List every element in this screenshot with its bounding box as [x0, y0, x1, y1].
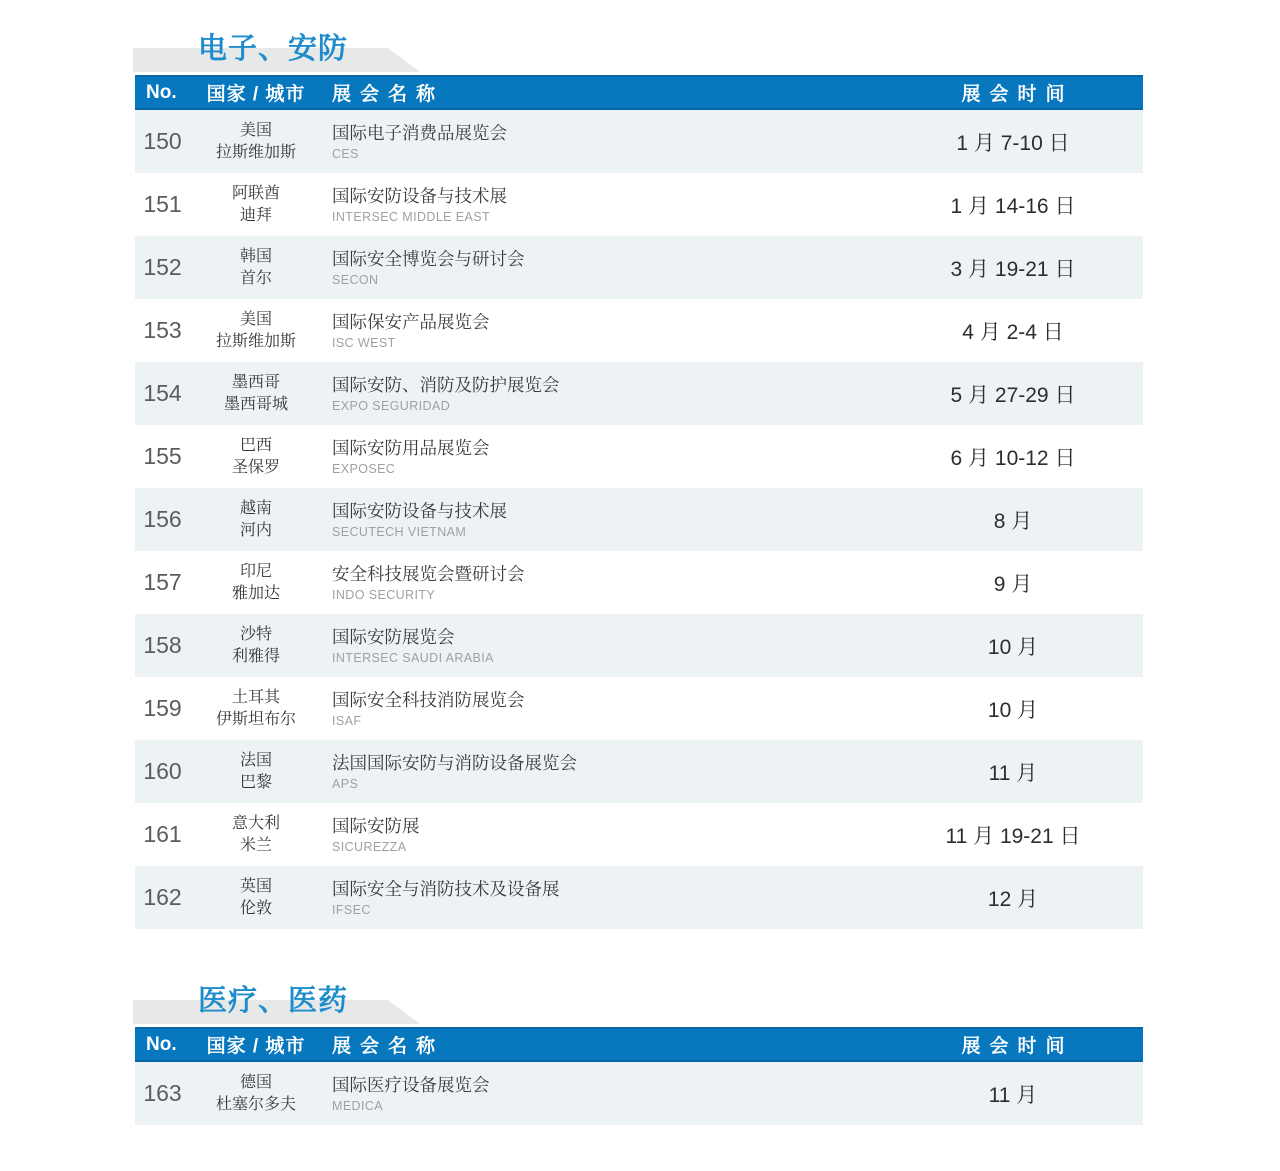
exhibition-name-cell [322, 425, 883, 488]
table-header-row [135, 75, 1143, 110]
exhibition-name-chinese: 国际安防展 [332, 815, 420, 836]
country-city-cell [190, 110, 322, 173]
row-number: 153 [143, 317, 182, 343]
city-label: 拉斯维加斯 [215, 332, 296, 350]
exhibition-name-cell [322, 236, 883, 299]
row-number: 151 [143, 191, 182, 217]
exhibition-name-cell [322, 362, 883, 425]
exhibition-section [135, 985, 1143, 1125]
row-number: 161 [143, 821, 182, 847]
country-label: 土耳其 [231, 688, 280, 706]
country-label: 英国 [239, 877, 272, 895]
exhibition-name-chinese: 国际安防、消防及防护展览会 [332, 374, 560, 395]
row-number: 159 [143, 695, 182, 721]
table-header-row [135, 1027, 1143, 1062]
exhibition-name-english: INTERSEC SAUDI ARABIA [332, 650, 494, 665]
exhibition-name-cell [322, 173, 883, 236]
city-label: 迪拜 [239, 206, 272, 224]
exhibition-name-chinese: 国际安防展览会 [332, 626, 455, 647]
table-row [135, 110, 1143, 173]
col-header-country-city: 国家 / 城市 [206, 84, 306, 105]
table-row [135, 488, 1143, 551]
exhibition-section [135, 33, 1143, 929]
exhibition-name-chinese: 法国国际安防与消防设备展览会 [332, 752, 577, 773]
country-label: 墨西哥 [231, 373, 280, 391]
exhibition-date: 11 月 [988, 1083, 1038, 1107]
country-city-cell [190, 488, 322, 551]
section-title-area [135, 985, 1143, 1027]
col-header-no: No. [146, 1033, 177, 1055]
exhibition-date: 5 月 27-29 日 [950, 383, 1076, 407]
city-label: 雅加达 [231, 584, 280, 602]
country-city-cell [190, 236, 322, 299]
row-number: 152 [143, 254, 182, 280]
country-city-cell [190, 173, 322, 236]
exhibition-name-chinese: 国际安防设备与技术展 [332, 500, 507, 521]
exhibition-name-cell [322, 299, 883, 362]
country-city-cell [190, 866, 322, 929]
exhibition-name-english: INDO SECURITY [332, 587, 436, 602]
row-number: 155 [143, 443, 182, 469]
row-number: 154 [143, 380, 182, 406]
table-row [135, 551, 1143, 614]
exhibition-name-cell [322, 803, 883, 866]
city-label: 巴黎 [239, 773, 272, 791]
exhibition-date: 1 月 14-16 日 [950, 194, 1076, 218]
city-label: 河内 [239, 521, 272, 539]
country-label: 法国 [239, 751, 272, 769]
table-row [135, 1062, 1143, 1125]
country-city-cell [190, 425, 322, 488]
exhibition-date: 6 月 10-12 日 [950, 446, 1076, 470]
exhibition-name-english: EXPO SEGURIDAD [332, 398, 451, 413]
exhibition-name-cell [322, 677, 883, 740]
city-label: 米兰 [239, 836, 272, 854]
exhibition-name-cell [322, 614, 883, 677]
exhibition-name-chinese: 国际安全博览会与研讨会 [332, 248, 525, 269]
country-city-cell [190, 614, 322, 677]
table-row [135, 740, 1143, 803]
exhibition-name-chinese: 国际保安产品展览会 [332, 311, 490, 332]
table-row [135, 173, 1143, 236]
col-header-exhibition-date: 展会时间 [961, 1036, 1074, 1057]
country-label: 德国 [239, 1073, 272, 1091]
row-number: 160 [143, 758, 182, 784]
exhibition-date: 3 月 19-21 日 [950, 257, 1076, 281]
country-city-cell [190, 299, 322, 362]
row-number: 163 [143, 1080, 182, 1106]
table-row [135, 299, 1143, 362]
country-city-cell [190, 803, 322, 866]
city-label: 杜塞尔多夫 [215, 1095, 296, 1113]
country-label: 阿联酋 [231, 184, 280, 202]
table-row [135, 866, 1143, 929]
table-row [135, 803, 1143, 866]
row-number: 158 [143, 632, 182, 658]
city-label: 首尔 [239, 269, 272, 287]
country-city-cell [190, 1062, 322, 1125]
exhibition-name-cell [322, 110, 883, 173]
exhibition-date: 9 月 [993, 572, 1033, 596]
exhibition-date: 12 月 [987, 887, 1039, 911]
col-header-no: No. [146, 81, 177, 103]
country-city-cell [190, 740, 322, 803]
exhibition-name-english: IFSEC [332, 902, 371, 917]
exhibition-name-english: EXPOSEC [332, 461, 396, 476]
exhibition-name-chinese: 国际安全科技消防展览会 [332, 689, 525, 710]
country-label: 韩国 [239, 247, 272, 265]
exhibition-name-chinese: 国际医疗设备展览会 [332, 1074, 490, 1095]
row-number: 162 [143, 884, 182, 910]
exhibition-name-chinese: 安全科技展览会暨研讨会 [332, 563, 525, 584]
exhibition-name-chinese: 国际安全与消防技术及设备展 [332, 878, 560, 899]
city-label: 圣保罗 [231, 458, 280, 476]
section-title: 电子、安防 [198, 33, 349, 65]
table-body [135, 1062, 1143, 1125]
country-city-cell [190, 677, 322, 740]
city-label: 利雅得 [231, 647, 280, 665]
city-label: 伊斯坦布尔 [215, 710, 296, 728]
country-city-cell [190, 362, 322, 425]
exhibition-name-english: SECUTECH VIETNAM [332, 524, 467, 539]
exhibition-name-english: SECON [332, 272, 379, 287]
col-header-country-city: 国家 / 城市 [206, 1036, 306, 1057]
country-label: 沙特 [239, 625, 272, 643]
exhibition-date: 1 月 7-10 日 [956, 131, 1070, 155]
table-row [135, 614, 1143, 677]
exhibition-name-cell [322, 740, 883, 803]
table-row [135, 236, 1143, 299]
country-label: 越南 [239, 499, 272, 517]
col-header-exhibition-name: 展会名称 [332, 84, 445, 105]
city-label: 伦敦 [239, 899, 272, 917]
col-header-exhibition-name: 展会名称 [332, 1036, 445, 1057]
country-label: 印尼 [239, 562, 272, 580]
table-row [135, 362, 1143, 425]
exhibition-date: 4 月 2-4 日 [962, 320, 1064, 344]
exhibition-date: 11 月 19-21 日 [945, 824, 1081, 848]
row-number: 150 [143, 128, 182, 154]
exhibition-date: 11 月 [988, 761, 1038, 785]
exhibition-date: 10 月 [987, 698, 1039, 722]
city-label: 墨西哥城 [223, 395, 288, 413]
exhibition-name-english: ISAF [332, 713, 362, 728]
exhibition-name-english: INTERSEC MIDDLE EAST [332, 209, 491, 224]
exhibition-name-chinese: 国际安防设备与技术展 [332, 185, 507, 206]
country-label: 美国 [239, 121, 272, 139]
exhibition-name-cell [322, 551, 883, 614]
country-city-cell [190, 551, 322, 614]
col-header-exhibition-date: 展会时间 [961, 84, 1074, 105]
exhibition-name-chinese: 国际安防用品展览会 [332, 437, 490, 458]
exhibition-date: 8 月 [993, 509, 1033, 533]
exhibition-name-chinese: 国际电子消费品展览会 [332, 122, 507, 143]
exhibition-name-english: MEDICA [332, 1098, 384, 1113]
exhibition-date: 10 月 [987, 635, 1039, 659]
country-label: 巴西 [239, 436, 272, 454]
table-row [135, 677, 1143, 740]
table-body [135, 110, 1143, 929]
exhibition-name-cell [322, 866, 883, 929]
exhibition-name-english: CES [332, 146, 359, 161]
exhibition-name-english: SICUREZZA [332, 839, 407, 854]
exhibition-name-cell [322, 488, 883, 551]
section-title: 医疗、医药 [198, 985, 349, 1017]
section-title-area [135, 33, 1143, 75]
table-row [135, 425, 1143, 488]
city-label: 拉斯维加斯 [215, 143, 296, 161]
row-number: 157 [143, 569, 182, 595]
exhibition-name-cell [322, 1062, 883, 1125]
exhibition-name-english: APS [332, 776, 359, 791]
row-number: 156 [143, 506, 182, 532]
country-label: 意大利 [231, 814, 280, 832]
exhibition-name-english: ISC WEST [332, 335, 396, 350]
country-label: 美国 [239, 310, 272, 328]
